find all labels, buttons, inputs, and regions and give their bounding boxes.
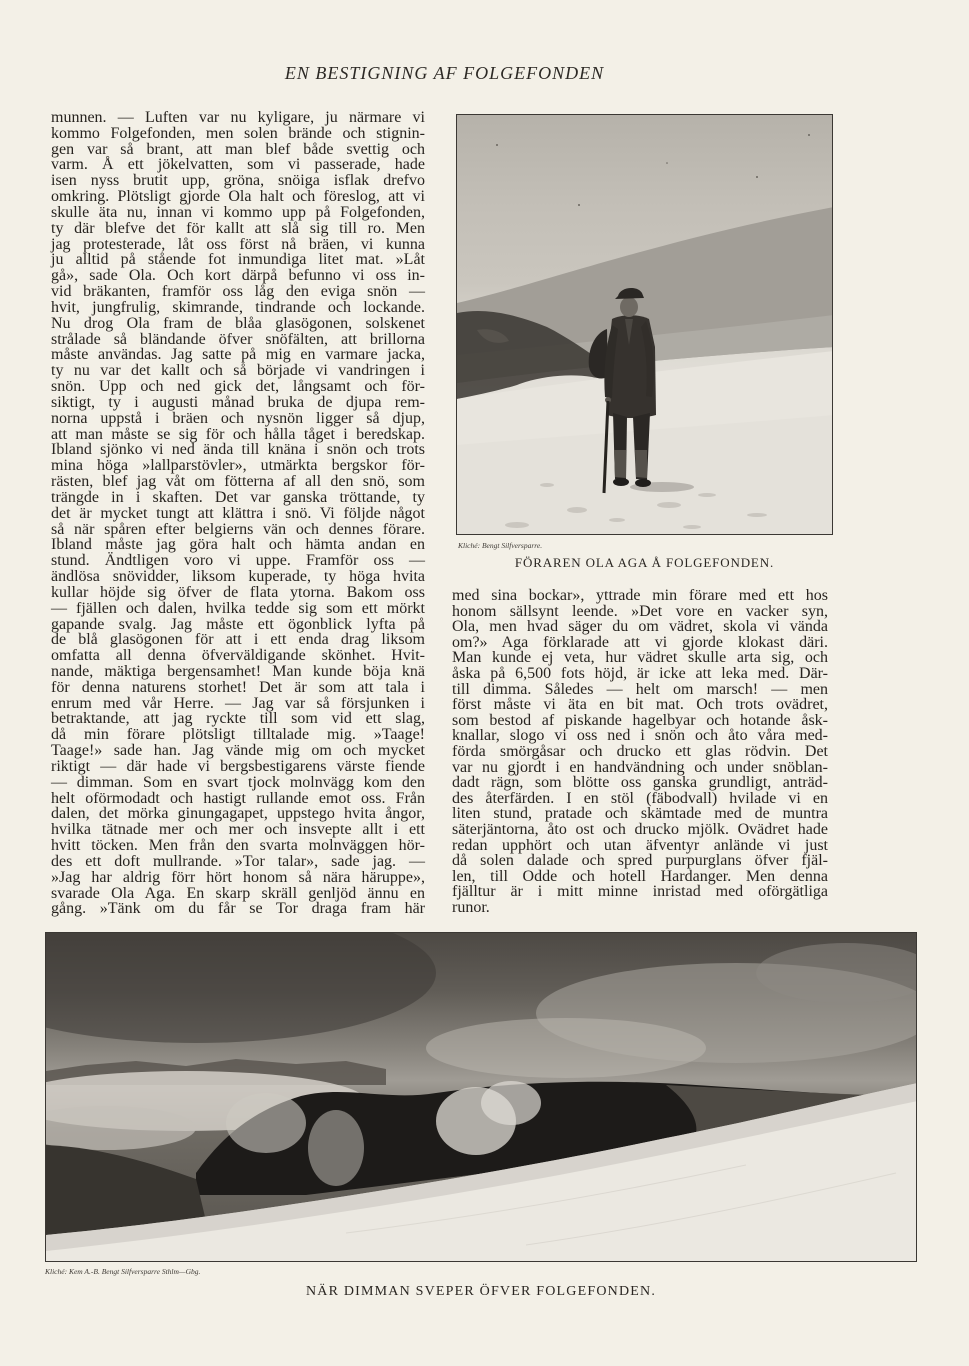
- text-line: varm. Å ett jökelvatten, som vi passerade, hade: [51, 156, 425, 174]
- text-line: helt oförmodadt och hastigt rullande emot oss. Från: [51, 789, 425, 807]
- text-line: norna uppstå i bräen och nysnön ligger så djup,: [51, 409, 425, 427]
- text-line: då solen dalade och spred purpurglans öfver fjäl-: [452, 852, 828, 870]
- text-line: om?» Aga förklarade att vi gjorde klokast däri.: [452, 633, 828, 651]
- text-line: knallar, slogo vi oss ned i snön och åto våra med-: [452, 727, 828, 745]
- text-line: ändlösa snövidder, liksom kuperade, ty höga hvita: [51, 568, 425, 586]
- text-line: Ibland sjönko vi ned ända till knäna i snön och trots: [51, 441, 425, 459]
- text-line: mina höga »lallparstövler», utmärkta bergskor för-: [51, 457, 425, 475]
- text-line: len, till Odde och hotell Hardanger. Men denna: [452, 867, 828, 885]
- text-line: dadt rägn, som blötte oss ganska grundligt, anträd-: [452, 774, 828, 792]
- text-line: först måste vi äta en bit mat. Och trots ovädret,: [452, 696, 828, 714]
- text-line: gå», sade Ola. Och kort därpå befunno vi oss in-: [51, 267, 425, 285]
- text-line: vid bräkanten, framför oss låg den eviga snön —: [51, 283, 425, 301]
- photo-fog-image: [46, 933, 917, 1262]
- text-line: kullar höjde sig öfver de flata ytorna. Bakom oss: [51, 583, 425, 601]
- text-line: hvitt töcken. Men från den svarta molnväggen hör-: [51, 837, 425, 855]
- text-line: gång. »Tänk om du får se Tor draga fram här: [51, 900, 425, 918]
- text-line: hvit, jungfrulig, skimrande, tindrande och lockande.: [51, 298, 425, 316]
- text-line: enrum med vår Herre. — Jag var så försjunken i: [51, 694, 425, 712]
- clouds: [46, 933, 917, 1078]
- text-line: hvilka tätnade mer och mer och insvepte allt i ett: [51, 821, 425, 839]
- text-line: gapande svalg. Jag måste ett ögonblick lyfta på: [51, 615, 425, 633]
- text-line: — fjällen och dalen, hvilka tedde sig som ett mörkt: [51, 599, 425, 617]
- text-line: svarade Ola Aga. En skarp skräll genljöd ännu en: [51, 884, 425, 902]
- photo-guide-on-glacier: [456, 114, 833, 535]
- text-line: riktigt — där hade vi bergsbestigarens värste fiende: [51, 757, 425, 775]
- text-line: ty nu var det kallt och så började vi vandringen i: [51, 362, 425, 380]
- text-line: åska på 6,500 fots höjd, är icke att leka med. Där-: [452, 664, 828, 682]
- photo-credit: Kliché: Bengt Silfversparre.: [458, 541, 543, 550]
- text-line: måste användas. Jag satte på mig en varmare jacka,: [51, 346, 425, 364]
- text-line: des ett doft mullrande. »Tor talar», sade jag. —: [51, 852, 425, 870]
- running-head: EN BESTIGNING AF FOLGEFONDEN: [284, 63, 605, 83]
- text-line: så när spåren efter belgierns vän och dennes förare.: [51, 520, 425, 538]
- text-line: rästen, blef jag våt om fötterna af all den snö, som: [51, 473, 425, 491]
- text-line: Man kunde ej veta, hur vädret skulle arta sig, och: [452, 649, 828, 667]
- text-line: ju alltid på stående fot inmundiga litet mat. »Låt: [51, 251, 425, 269]
- text-line: för denna naturens storhet! Det är som att tala i: [51, 678, 425, 696]
- text-line: nande, mäktiga bergensamhet! Man kunde böja knä: [51, 662, 425, 680]
- text-line: de blå glasögonen för att i ett enda drag liksom: [51, 631, 425, 649]
- article-right-column: [452, 588, 828, 915]
- text-line: det är mycket tungt att klättra i snö. Vi följde något: [51, 504, 425, 522]
- text-line: Ola, men hvad säger du om vädret, skola vi vända: [452, 618, 828, 636]
- text-line: var nu gjordt i en handvändning och under snöblan-: [452, 758, 828, 776]
- text-line: trängde in i skaften. Det var ganska tröttande, ty: [51, 488, 425, 506]
- article-left-column: [51, 110, 425, 917]
- text-line: des återfärden. I en stöl (fäbodvall) hvilade vi en: [452, 789, 828, 807]
- text-line: stund. Ändtligen voro vi uppe. Framför oss —: [51, 552, 425, 570]
- text-line: att man måste se sig för och hålla tåget i beredskap.: [51, 425, 425, 443]
- text-line: strålade så bländande öfver snöfälten, att brillorna: [51, 330, 425, 348]
- photo-caption: FÖRAREN OLA AGA Å FOLGEFONDEN.: [514, 555, 775, 570]
- text-line: honom sällsynt leende. »Det vore en vacker syn,: [452, 602, 828, 620]
- photo-credit: Kliché: Kem A.-B. Bengt Silfversparre Sthlm—Gbg.: [45, 1267, 201, 1276]
- text-line: omkring. Plötsligt gjorde Ola halt och föreslog, att vi: [51, 188, 425, 206]
- text-line: Taage!» sade han. Jag vände mig om och mycket: [51, 742, 425, 760]
- text-line: som bestod af piskande hagelbyar och hotande åsk-: [452, 711, 828, 729]
- text-line: Ibland måste jag göra halt och hämta andan en: [51, 536, 425, 554]
- photo-guide-image: [457, 115, 833, 535]
- text-line: — dimman. Som en svart tjock molnvägg kom den: [51, 773, 425, 791]
- text-line: Nu drog Ola fram de blåa glasögonen, solskenet: [51, 314, 425, 332]
- text-line: redan upphört och utan äfventyr anlände vi just: [452, 836, 828, 854]
- text-line: ty där blefve det för kallt att slå sig till ro. Men: [51, 219, 425, 237]
- text-line: munnen. — Luften var nu kyligare, ju närmare vi: [51, 109, 425, 126]
- text-line: gen var så brant, att man blef både svettig och: [51, 140, 425, 158]
- text-line: dalen, det mörka ginungagapet, uppstego hvita ångor,: [51, 805, 425, 823]
- text-line: omfatta all denna öfverväldigande skönhet. Hvit-: [51, 647, 425, 665]
- text-line: »Jag har aldrig förr hört honom så nära häruppe»,: [51, 868, 425, 886]
- text-line: runor.: [452, 898, 490, 916]
- text-line: säterjäntorna, åto ost och drucko mjölk. Ovädret hade: [452, 820, 828, 838]
- text-line: kommo Folgefonden, men solen brände och stignin-: [51, 124, 425, 142]
- photo-caption: NÄR DIMMAN SVEPER ÖFVER FOLGEFONDEN.: [305, 1284, 657, 1299]
- text-line: jag protesterade, låt oss först nå bräen, vi kunna: [51, 235, 425, 253]
- text-line: till dimma. Således — helt om marsch! — men: [452, 680, 828, 698]
- text-line: skulle äta nu, innan vi kommo upp på Folgefonden,: [51, 203, 425, 221]
- text-line: betraktande, att jag ryckte till som vid ett slag,: [51, 710, 425, 728]
- text-line: förda smörgåsar och drucko ett glas rödvin. Det: [452, 742, 828, 760]
- text-line: snön. Upp och ned gick det, långsamt och för-: [51, 378, 425, 396]
- photo-fog-over-glacier: [45, 932, 917, 1262]
- text-line: liten stund, pratade och skämtade med de muntra: [452, 805, 828, 823]
- text-line: siktigt, ty i augusti månad bruka de djupa rem-: [51, 393, 425, 411]
- text-line: fjälltur är i mitt minne inristad med oförgätliga: [452, 883, 828, 901]
- text-line: isen nyss brutit upp, gröna, snöiga isflak drefvo: [51, 172, 425, 190]
- text-line: då min förare plötsligt tilltalade mig. »Taage!: [51, 726, 425, 744]
- text-line: med sina bockar», yttrade min förare med ett hos: [452, 587, 828, 604]
